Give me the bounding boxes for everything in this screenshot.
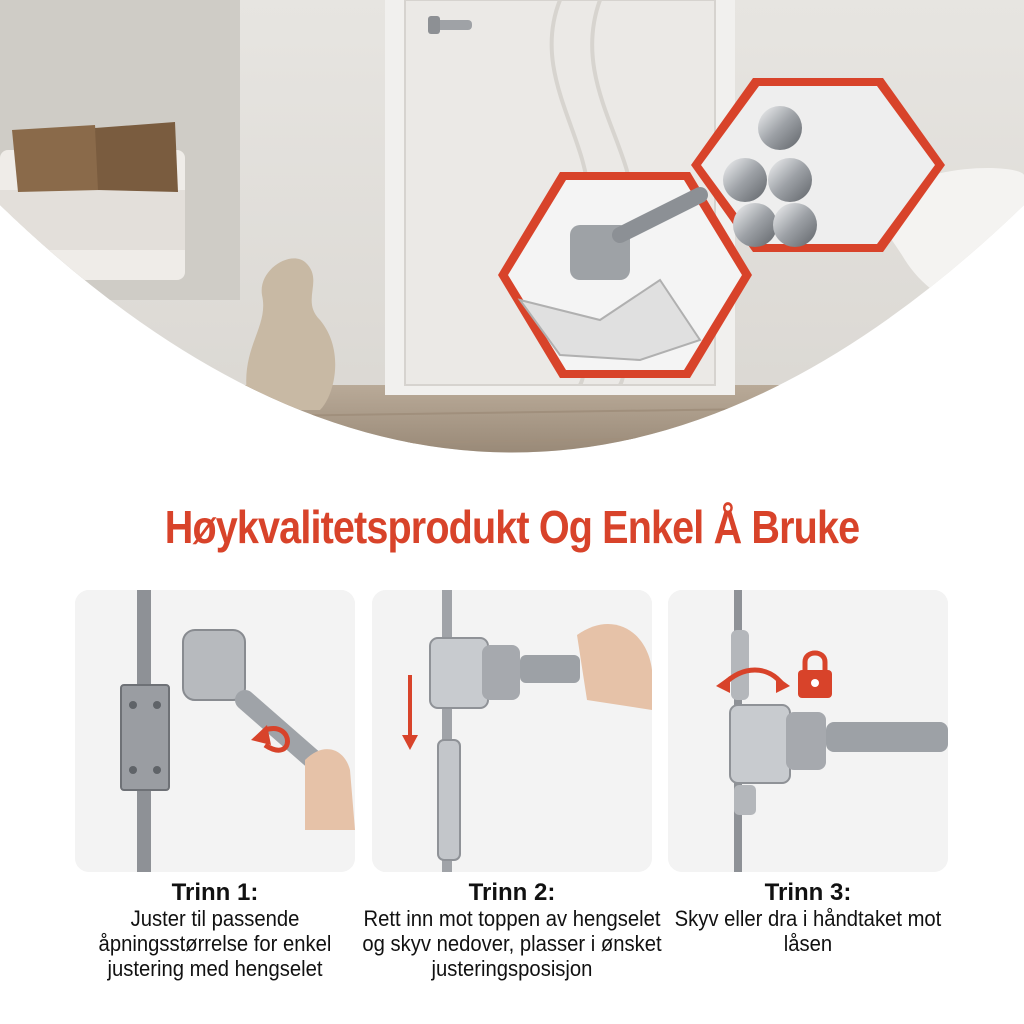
step-2-text bbox=[347, 880, 677, 981]
step-1-image bbox=[75, 590, 355, 872]
step-description: Juster til passende åpningsstørrelse for enkel justering med hengselet bbox=[98, 906, 332, 981]
step-description: Rett inn mot toppen av hengselet og skyv nedover, plasser i ønsket justeringsposisjon bbox=[362, 906, 662, 981]
step-title: Trinn 3: bbox=[764, 879, 852, 906]
step-description: Skyv eller dra i håndtaket mot låsen bbox=[674, 906, 942, 956]
room-illustration bbox=[0, 0, 1024, 470]
hero-scene bbox=[0, 0, 1024, 470]
step-title: Trinn 1: bbox=[171, 879, 259, 906]
headline: Høykvalitetsprodukt Og Enkel Å Bruke bbox=[164, 501, 860, 553]
step-title: Trinn 2: bbox=[468, 879, 556, 906]
step-3-image bbox=[668, 590, 948, 872]
sofa-icon bbox=[0, 122, 185, 280]
step-3-text bbox=[643, 880, 973, 956]
step-1-text bbox=[50, 880, 380, 981]
step-2-image bbox=[372, 590, 652, 872]
